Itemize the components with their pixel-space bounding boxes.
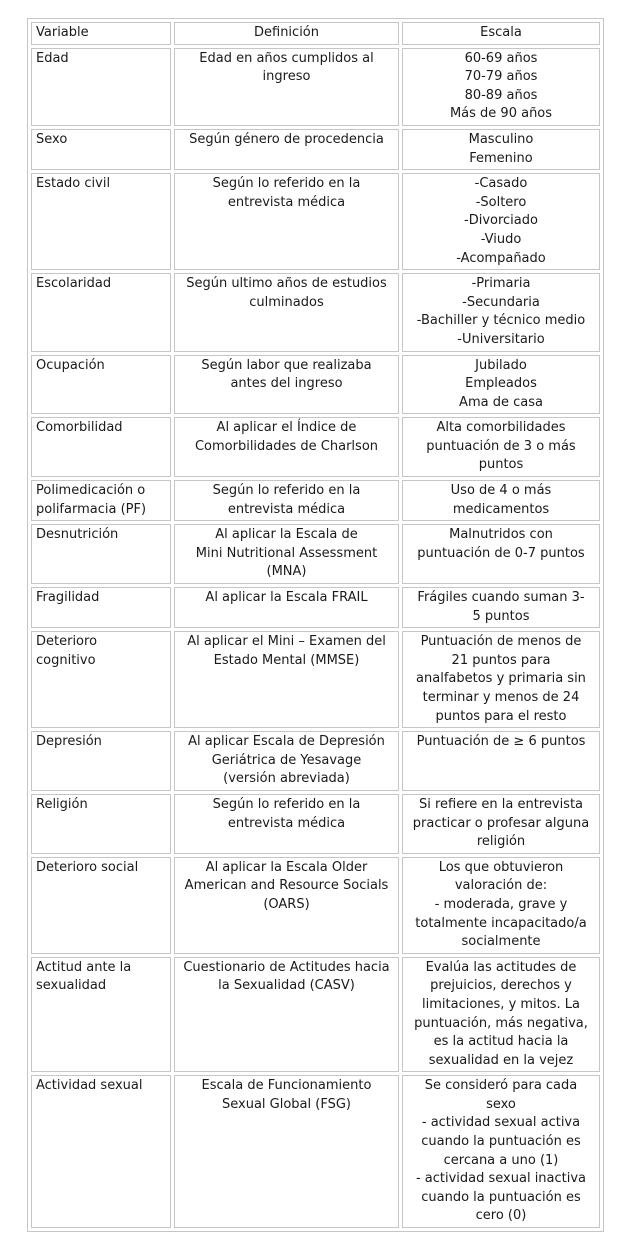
definicion-cell <box>174 129 399 170</box>
cell-line: Deterioro social <box>36 859 139 875</box>
cell-line: culminados <box>249 294 324 310</box>
cell-line: polifarmacia (PF) <box>36 501 147 517</box>
header-escala: Escala <box>402 22 600 45</box>
cell-line: Deterioro <box>36 634 98 650</box>
variable-cell <box>31 587 171 628</box>
cell-line: Comorbilidades de Charlson <box>194 438 379 454</box>
cell-line: - moderada, grave y <box>434 896 568 912</box>
cell-line: puntuación de 3 o más <box>426 438 576 454</box>
cell-line: Edad <box>36 50 69 66</box>
table-row <box>31 794 600 854</box>
cell-line: Polimedicación o <box>36 483 146 499</box>
cell-line: Escolaridad <box>36 276 112 292</box>
cell-line: - actividad sexual activa <box>421 1115 581 1131</box>
cell-line: -Secundaria <box>462 294 540 310</box>
cell-line: puntos <box>478 457 524 473</box>
cell-line: puntuación, más negativa, <box>414 1015 588 1031</box>
header-variable: Variable <box>31 22 171 45</box>
cell-line: Uso de 4 o más <box>450 483 552 499</box>
cell-line: Se consideró para cada <box>424 1078 578 1094</box>
cell-line: Malnutridos con <box>449 527 553 543</box>
table-row <box>31 129 600 170</box>
cell-line: Al aplicar el Mini – Examen del <box>187 634 386 650</box>
definicion-cell <box>174 48 399 126</box>
escala-cell <box>402 587 600 628</box>
definicion-cell <box>174 173 399 270</box>
cell-line: 60-69 años <box>464 50 538 66</box>
definicion-cell <box>174 731 399 791</box>
cell-line: Mini Nutritional Assessment <box>195 545 378 561</box>
cell-line: socialmente <box>461 934 541 950</box>
table-row <box>31 524 600 584</box>
cell-line: 80-89 años <box>464 87 538 103</box>
cell-line: Sexo <box>36 131 68 147</box>
cell-line: -Universitario <box>457 331 545 347</box>
definicion-cell <box>174 480 399 521</box>
cell-line: religión <box>476 834 526 850</box>
definicion-cell <box>174 524 399 584</box>
cell-line: -Soltero <box>475 194 527 210</box>
table-row <box>31 480 600 521</box>
table-row <box>31 631 600 728</box>
cell-line: Edad en años cumplidos al <box>199 50 374 66</box>
cell-line: ingreso <box>262 69 311 85</box>
cell-line: Estado Mental (MMSE) <box>213 652 360 668</box>
cell-line: Puntuación de ≥ 6 puntos <box>416 734 586 750</box>
escala-cell <box>402 794 600 854</box>
variable-cell <box>31 48 171 126</box>
escala-cell <box>402 129 600 170</box>
table-body <box>31 48 600 1228</box>
cell-line: 70-79 años <box>464 69 538 85</box>
cell-line: Más de 90 años <box>449 106 553 122</box>
definicion-cell <box>174 417 399 477</box>
cell-line: Los que obtuvieron <box>438 859 564 875</box>
definicion-cell <box>174 273 399 351</box>
definicion-cell <box>174 631 399 728</box>
cell-line: la Sexualidad (CASV) <box>218 978 355 994</box>
table-row <box>31 587 600 628</box>
cell-line: practicar o profesar alguna <box>412 815 590 831</box>
cell-line: (OARS) <box>263 896 310 912</box>
cell-line: Al aplicar Escala de Depresión <box>188 734 385 750</box>
variable-cell <box>31 355 171 415</box>
escala-cell <box>402 1075 600 1228</box>
table-row <box>31 417 600 477</box>
cell-line: Según ultimo años de estudios <box>186 276 387 292</box>
cell-line: -Divorciado <box>464 213 538 229</box>
variable-cell <box>31 524 171 584</box>
definicion-cell <box>174 957 399 1073</box>
cell-line: -Viudo <box>480 231 522 247</box>
table-row <box>31 857 600 954</box>
variable-cell <box>31 731 171 791</box>
header-definicion: Definición <box>174 22 399 45</box>
variable-cell <box>31 129 171 170</box>
cell-line: Según género de procedencia <box>189 131 384 147</box>
escala-cell <box>402 417 600 477</box>
cell-line: medicamentos <box>452 501 550 517</box>
variables-table <box>27 18 604 1232</box>
cell-line: puntos para el resto <box>435 708 567 724</box>
escala-cell <box>402 524 600 584</box>
cell-line: cero (0) <box>475 1208 527 1224</box>
cell-line: Ama de casa <box>459 394 543 410</box>
cell-line: Ocupación <box>36 357 105 373</box>
cell-line: Sexual Global (FSG) <box>222 1096 351 1112</box>
cell-line: Al aplicar el Índice de <box>216 420 357 436</box>
cell-line: Al aplicar la Escala Older <box>205 859 368 875</box>
cell-line: Al aplicar la Escala FRAIL <box>205 590 368 606</box>
variable-cell <box>31 957 171 1073</box>
variable-cell <box>31 857 171 954</box>
cell-line: puntuación de 0-7 puntos <box>417 545 585 561</box>
cell-line: sexualidad <box>36 978 107 994</box>
cell-line: Depresión <box>36 734 102 750</box>
cell-line: valoración de: <box>454 878 548 894</box>
header-row <box>31 22 600 45</box>
cell-line: es la actitud hacia la <box>433 1034 569 1050</box>
escala-cell <box>402 48 600 126</box>
cell-line: - actividad sexual inactiva <box>415 1171 587 1187</box>
variables-table-grid <box>28 19 603 1231</box>
cell-line: Fragilidad <box>36 590 100 606</box>
variable-cell <box>31 417 171 477</box>
variable-cell <box>31 173 171 270</box>
cell-line: entrevista médica <box>227 501 346 517</box>
cell-line: Empleados <box>465 376 537 392</box>
cell-line: Actitud ante la <box>36 959 132 975</box>
cell-line: Según lo referido en la <box>212 483 361 499</box>
table-row <box>31 731 600 791</box>
cell-line: Frágiles cuando suman 3- <box>417 590 585 606</box>
escala-cell <box>402 173 600 270</box>
variable-cell <box>31 794 171 854</box>
cell-line: analfabetos y primaria sin <box>416 671 586 687</box>
table-row <box>31 957 600 1073</box>
cell-line: prejuicios, derechos y <box>430 978 572 994</box>
cell-line: Cuestionario de Actitudes hacia <box>183 959 390 975</box>
escala-cell <box>402 631 600 728</box>
cell-line: -Bachiller y técnico medio <box>416 313 586 329</box>
cell-line: cercana a uno (1) <box>443 1152 559 1168</box>
table-row <box>31 1075 600 1228</box>
cell-line: Religión <box>36 796 88 812</box>
variable-cell <box>31 631 171 728</box>
cell-line: Geriátrica de Yesavage <box>211 752 362 768</box>
escala-cell <box>402 857 600 954</box>
cell-line: Femenino <box>469 150 533 166</box>
table-row <box>31 273 600 351</box>
cell-line: entrevista médica <box>227 815 346 831</box>
table-row <box>31 355 600 415</box>
cell-line: Comorbilidad <box>36 420 123 436</box>
definicion-cell <box>174 1075 399 1228</box>
cell-line: -Primaria <box>471 276 531 292</box>
cell-line: Si refiere en la entrevista <box>418 796 584 812</box>
table-row <box>31 48 600 126</box>
cell-line: cuando la puntuación es <box>421 1189 581 1205</box>
cell-line: sexualidad en la vejez <box>428 1052 574 1068</box>
cell-line: Evalúa las actitudes de <box>425 959 577 975</box>
cell-line: sexo <box>486 1096 516 1112</box>
variable-cell <box>31 1075 171 1228</box>
escala-cell <box>402 355 600 415</box>
cell-line: Al aplicar la Escala de <box>215 527 358 543</box>
cell-line: Según lo referido en la <box>212 796 361 812</box>
cell-line: Escala de Funcionamiento <box>201 1078 372 1094</box>
cell-line: cognitivo <box>36 652 96 668</box>
escala-cell <box>402 480 600 521</box>
escala-cell <box>402 273 600 351</box>
cell-line: 21 puntos para <box>451 652 551 668</box>
cell-line: -Acompañado <box>456 250 546 266</box>
variable-cell <box>31 273 171 351</box>
cell-line: limitaciones, y mitos. La <box>422 996 580 1012</box>
definicion-cell <box>174 794 399 854</box>
cell-line: Jubilado <box>475 357 527 373</box>
table-row <box>31 173 600 270</box>
cell-line: Alta comorbilidades <box>436 420 566 436</box>
cell-line: Según labor que realizaba <box>201 357 372 373</box>
cell-line: Desnutrición <box>36 527 119 543</box>
cell-line: Según lo referido en la <box>212 176 361 192</box>
definicion-cell <box>174 857 399 954</box>
cell-line: (versión abreviada) <box>223 771 350 787</box>
escala-cell <box>402 731 600 791</box>
variable-cell <box>31 480 171 521</box>
cell-line: American and Resource Socials <box>184 878 389 894</box>
cell-line: antes del ingreso <box>230 376 343 392</box>
definicion-cell <box>174 587 399 628</box>
escala-cell <box>402 957 600 1073</box>
cell-line: 5 puntos <box>472 608 530 624</box>
cell-line: Puntuación de menos de <box>420 634 582 650</box>
cell-line: terminar y menos de 24 <box>422 690 580 705</box>
cell-line: totalmente incapacitado/a <box>415 915 587 931</box>
cell-line: entrevista médica <box>227 194 346 210</box>
cell-line: (MNA) <box>266 564 307 580</box>
cell-line: Masculino <box>468 131 534 147</box>
cell-line: cuando la puntuación es <box>421 1134 581 1150</box>
cell-line: -Casado <box>474 176 528 192</box>
definicion-cell <box>174 355 399 415</box>
cell-line: Actividad sexual <box>36 1078 143 1094</box>
cell-line: Estado civil <box>36 176 111 192</box>
